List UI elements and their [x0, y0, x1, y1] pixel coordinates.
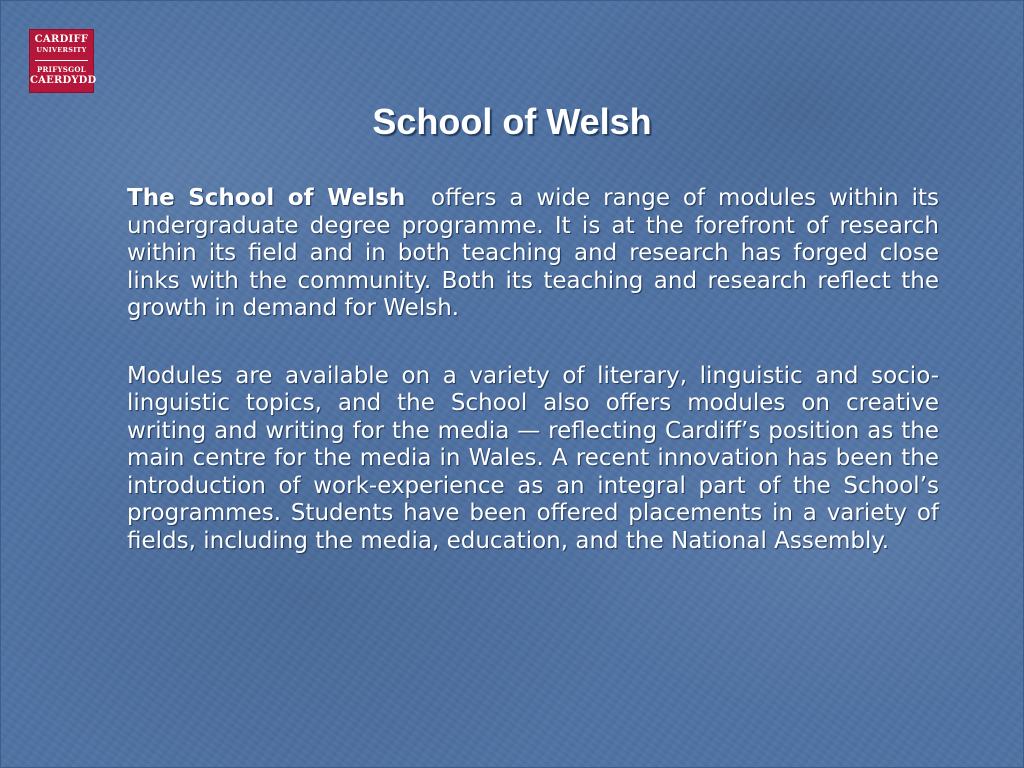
paragraph-intro: [127, 185, 947, 323]
paragraph-intro-text: offers a wide range of modules within its undergraduate degree programme. It is at the forefront of research within its field and in both teaching and research has forged close links with the community. Both its teaching and research reflect the growth in demand for Welsh.: [127, 185, 947, 321]
logo-line-cardiff: CARDIFF: [34, 34, 89, 45]
slide-title: School of Welsh: [372, 101, 652, 142]
logo-line-caerdydd: CAERDYDD: [30, 75, 97, 86]
logo-divider: [35, 60, 88, 61]
logo-line-prifysgol: PRIFYSGOL: [36, 65, 87, 74]
slide-body: [127, 185, 947, 595]
paragraph-modules: Modules are available on a variety of literary, linguistic and socio-linguistic topics, and the School also offers modules on creative writing and writing for the media — reflecting Cardiff’s position as the main centre for the media in Wales. A recent innovation has been the introduction of work-experience as an integral part of the School’s programmes. Students have been offered placements in a variety of fields, including the media, education, and the National Assembly.: [127, 362, 939, 554]
logo-line-university: UNIVERSITY: [36, 46, 87, 54]
paragraph-intro-lead: The School of Welsh: [127, 185, 406, 211]
cardiff-university-logo: [29, 29, 97, 93]
